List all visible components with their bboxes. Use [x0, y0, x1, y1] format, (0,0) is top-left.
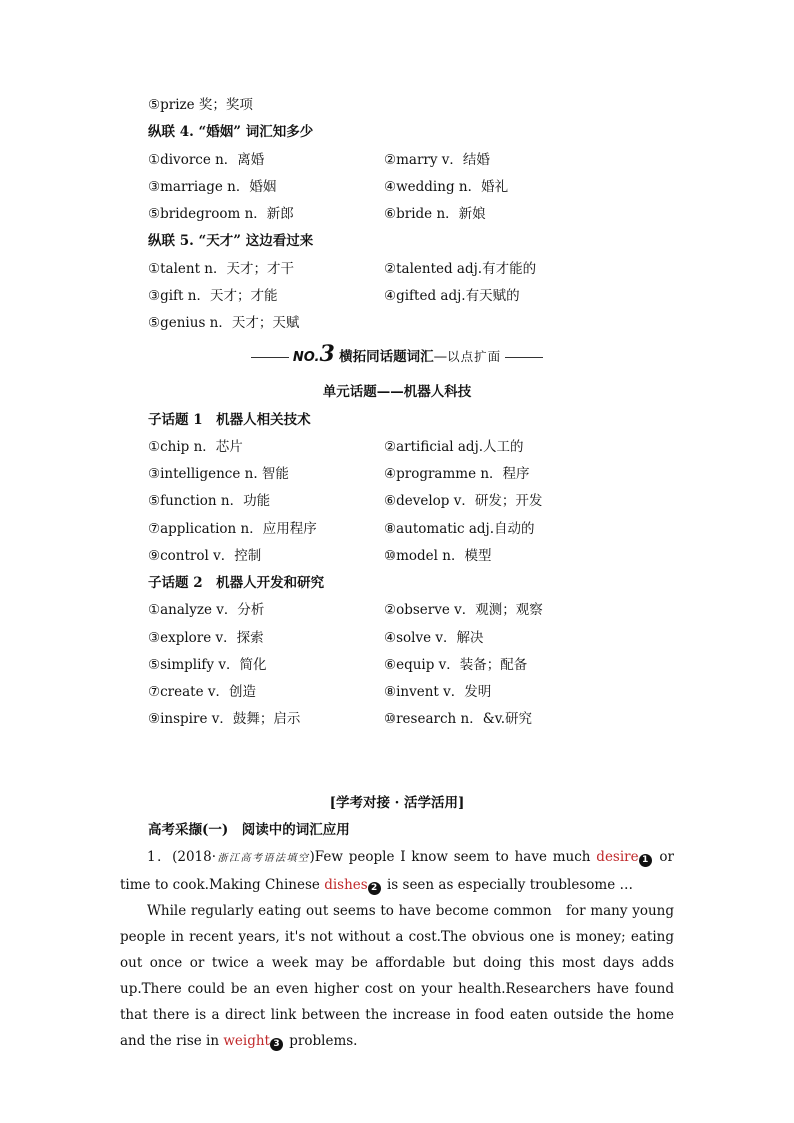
vocab-item: ⑤function n．功能 — [148, 493, 271, 509]
vocab-item: ④wedding n．婚礼 — [384, 179, 509, 195]
highlight-word: dishes — [324, 877, 368, 893]
number-marker: 3 — [270, 1038, 283, 1051]
vocab-item: ⑧invent v．发明 — [384, 684, 492, 700]
vocab-item: ①talent n．天才；才干 — [148, 261, 294, 277]
subtopic-2-title: 子话题 2 机器人开发和研究 — [148, 575, 325, 591]
section-subtitle: 以点扩面 — [447, 349, 502, 364]
vocab-item: ①analyze v．分析 — [148, 602, 265, 618]
vocab-item: ⑨inspire v．鼓舞；启示 — [148, 711, 301, 727]
section-title-bracket: [学考对接 · 活学活用] — [329, 795, 465, 811]
passage-paragraph-1 — [120, 844, 674, 898]
passage-paragraph-2 — [120, 898, 674, 1054]
passage-text: or time to cook.Making Chinese — [120, 849, 674, 893]
vocab-item: ③gift n．天才；才能 — [148, 288, 278, 304]
vocab-item: ①chip n．芯片 — [148, 439, 243, 455]
passage-text: )Few people I know seem to have much — [309, 849, 597, 865]
vocab-item: ⑤simplify v．简化 — [148, 657, 267, 673]
vocab-item: ⑧automatic adj.自动的 — [384, 521, 535, 537]
lianhe4-title: 纵联 4. “婚姻” 词汇知多少 — [148, 124, 314, 140]
prize-item: ⑤prize 奖；奖项 — [148, 97, 253, 113]
vocab-item: ⑥develop v．研发；开发 — [384, 493, 543, 509]
vocab-item: ④solve v．解决 — [384, 630, 484, 646]
number-marker: 2 — [368, 882, 381, 895]
passage-text: 1．(2018· — [147, 849, 217, 865]
vocab-item: ②talented adj.有才能的 — [384, 261, 537, 277]
highlight-word: desire — [596, 849, 639, 865]
section-number: 3 — [319, 341, 335, 367]
no3-section-header — [0, 341, 794, 368]
no-label: NO. — [292, 350, 320, 365]
vocab-item: ③explore v．探索 — [148, 630, 264, 646]
divider-rule — [505, 357, 543, 358]
divider-rule — [251, 357, 289, 358]
vocab-item: ⑥bride n．新娘 — [384, 206, 486, 222]
vocab-item: ③marriage n．婚姻 — [148, 179, 277, 195]
vocab-item: ⑤genius n．天才；天赋 — [148, 315, 300, 331]
vocab-item: ⑦create v．创造 — [148, 684, 256, 700]
vocab-item: ①divorce n．离婚 — [148, 152, 265, 168]
vocab-item: ②marry v．结婚 — [384, 152, 490, 168]
vocab-item: ⑤bridegroom n．新郎 — [148, 206, 294, 222]
number-marker: 1 — [639, 854, 652, 867]
vocab-item: ④gifted adj.有天赋的 — [384, 288, 520, 304]
passage-text: is seen as especially troublesome … — [382, 877, 633, 893]
passage-text: While regularly eating out seems to have become common for many young people in recent years, it's not without a cost.The obvious one is money; eating out once or twice a week may be affordable but doing this most days adds up.There could be an even higher cost on your health.Researchers have found that there is a direct link between the increase in food eaten outside the home and the rise in — [120, 903, 674, 1049]
subtopic-1-title: 子话题 1 机器人相关技术 — [148, 412, 311, 428]
vocab-item: ⑩model n．模型 — [384, 548, 492, 564]
vocab-item: ⑨control v．控制 — [148, 548, 262, 564]
highlight-word: weight — [223, 1033, 270, 1049]
gaokao-title: 高考采撷(一) 阅读中的词汇应用 — [148, 822, 350, 838]
unit-topic: 单元话题——机器人科技 — [322, 384, 472, 400]
vocab-item: ⑥equip v．装备；配备 — [384, 657, 528, 673]
vocab-item: ②observe v．观测；观察 — [384, 602, 543, 618]
title-dash: — — [433, 349, 448, 365]
vocab-item: ⑩research n．&v.研究 — [384, 711, 533, 727]
vocab-item: ②artificial adj.人工的 — [384, 439, 524, 455]
vocab-item: ⑦application n．应用程序 — [148, 521, 317, 537]
vocab-item: ③intelligence n. 智能 — [148, 466, 289, 482]
source-label: 浙江高考语法填空 — [216, 853, 310, 864]
passage-text: problems. — [284, 1033, 358, 1049]
section-title: 横拓同话题词汇 — [339, 349, 434, 365]
lianhe5-title: 纵联 5. “天才” 这边看过来 — [148, 233, 314, 249]
vocab-item: ④programme n．程序 — [384, 466, 530, 482]
